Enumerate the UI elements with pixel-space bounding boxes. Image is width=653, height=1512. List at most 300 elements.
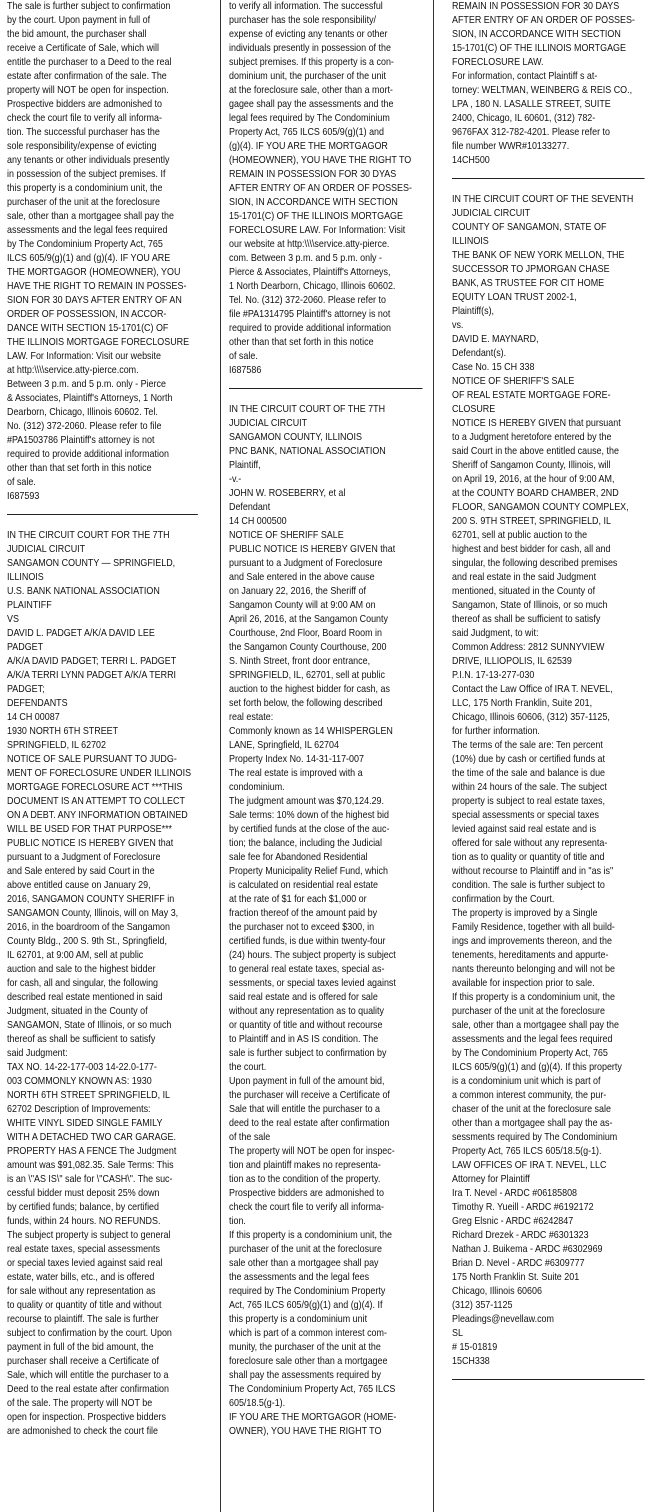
notice-text-line: auction to the highest bidder for cash, as xyxy=(229,684,390,695)
notice-text-line: ILCS 605/9(g)(1) and (g)(4). If this property xyxy=(452,1062,622,1073)
notice-text-line: thereof as shall be sufficient to satisfy xyxy=(7,1034,156,1045)
notice-text-line: SANGAMON, State of Illinois, or so much xyxy=(7,1020,172,1031)
notice-text-line: other than a mortgagee shall pay the as- xyxy=(452,1118,613,1129)
notice-text-line: tion. xyxy=(229,1216,246,1227)
notice-text-line: expense of evicting any tenants or other xyxy=(229,29,388,40)
notice-separator xyxy=(452,178,645,179)
notice-text-line: 9676FAX 312-782-4201. Please refer to xyxy=(452,127,610,138)
notice-text-line: Property Act, 765 ILCS 605/18.5(g-1). xyxy=(452,1146,602,1157)
notice-text-line: purchaser shall receive a Certificate of xyxy=(7,1356,159,1367)
notice-text-line: at the COUNTY BOARD CHAMBER, 2ND xyxy=(452,488,619,499)
notice-text-line: estate after confirmation of the sale. The xyxy=(7,71,167,82)
notice-text-line: tion as to quality or quantity of title and xyxy=(452,852,605,863)
notice-text-line: certified funds, is due within twenty-four xyxy=(229,936,386,947)
notice-text-line: IF YOU ARE THE MORTGAGOR (HOME- xyxy=(229,1412,397,1423)
notice-text-line: Act, 765 ILCS 605/9(g)(1) and (g)(4). If xyxy=(229,1300,383,1311)
notice-text-line: Sangamon County will at 9:00 AM on xyxy=(229,600,376,611)
notice-text-line: I687593 xyxy=(7,491,40,502)
notice-text-line: LAW OFFICES OF IRA T. NEVEL, LLC xyxy=(452,1160,607,1171)
notice-text-line: -v.- xyxy=(229,474,242,485)
notice-text-line: said Judgment, to wit: xyxy=(452,628,539,639)
column-3 xyxy=(452,0,645,1394)
notice-text-line: other than that set forth in this notice xyxy=(229,337,374,348)
notice-text-line: FORECLOSURE LAW. For Information: Visit xyxy=(229,225,406,236)
notice-text-line: legal fees required by The Condominium xyxy=(229,113,390,124)
notice-text-line: open for inspection. Prospective bidders xyxy=(7,1412,166,1423)
notice-text-line: PNC BANK, NATIONAL ASSOCIATION xyxy=(229,446,386,457)
notice-text-line: above entitled cause on January 29, xyxy=(7,880,151,891)
legal-notice-maynard xyxy=(452,193,645,1369)
notice-text-line: S. Ninth Street, front door entrance, xyxy=(229,656,371,667)
notice-text-line: The property will NOT be open for inspec- xyxy=(229,1146,395,1157)
notice-text-line: assessments and the legal fees required xyxy=(452,1034,613,1045)
notice-text-line: MENT OF FORECLOSURE UNDER ILLINOIS xyxy=(7,768,192,779)
notice-text-line: by The Condominium Property Act, 765 xyxy=(452,1048,608,1059)
notice-text-line: subject premises. If this property is a con- xyxy=(229,57,394,68)
notice-text-line: property is subject to real estate taxes, xyxy=(452,796,605,807)
column-divider xyxy=(433,0,434,1512)
notice-text-line: Pleadings@nevellaw.com xyxy=(452,1314,554,1325)
notice-text-line: Defendant xyxy=(229,502,271,513)
notice-text-line: 62701, sell at public auction to the xyxy=(452,530,588,541)
notice-text-line: REMAIN IN POSSESSION FOR 30 DAYS xyxy=(452,1,620,12)
notice-text-line: this property is a condominium unit xyxy=(229,1314,368,1325)
notice-text-line: highest and best bidder for cash, all and xyxy=(452,544,611,555)
notice-text-line: shall pay the assessments required by xyxy=(229,1370,381,1381)
notice-text-line: SION FOR 30 DAYS AFTER ENTRY OF AN xyxy=(7,295,182,306)
notice-text-line: No. (312) 372-2060. Please refer to file xyxy=(7,421,162,432)
notice-text-line: by The Condominium Property Act, 765 xyxy=(7,239,163,250)
notice-text-line: and real estate in the said Judgment xyxy=(452,572,597,583)
notice-text-line: check the court file to verify all informa- xyxy=(7,113,162,124)
notice-text-line: NOTICE OF SALE PURSUANT TO JUDG- xyxy=(7,754,177,765)
notice-text-line: estate, water bills, etc., and is offered xyxy=(7,1272,155,1283)
notice-text-line: SPRINGFIELD, IL 62702 xyxy=(7,740,107,751)
notice-text-line: 1 North Dearborn, Chicago, Illinois 60602. xyxy=(229,281,396,292)
notice-text-line: mentioned, situated in the County of xyxy=(452,586,596,597)
notice-text-line: Greg Elsnic - ARDC #6242847 xyxy=(452,1216,574,1227)
notice-text-line: Ira T. Nevel - ARDC #06185808 xyxy=(452,1188,578,1199)
notice-text-line: said Judgment: xyxy=(7,1048,68,1059)
notice-text-line: The real estate is improved with a xyxy=(229,768,363,779)
notice-text-line: 15-1701(C) OF THE ILLINOIS MORTGAGE xyxy=(452,43,626,54)
notice-text-line: is an \"AS IS\" sale for \"CASH\". The suc- xyxy=(7,1174,173,1185)
notice-text-line: tion and plaintiff makes no representa- xyxy=(229,1160,381,1171)
notice-text-line: this property is a condominium unit, the xyxy=(7,183,163,194)
notice-text-line: torney: WELTMAN, WEINBERG & REIS CO., xyxy=(452,85,633,96)
notice-text-line: any tenants or other individuals presently xyxy=(7,155,170,166)
notice-text-line: sale, other than a mortgagee shall pay the xyxy=(452,1020,619,1031)
notice-text-line: Sale that will entitle the purchaser to a xyxy=(229,1104,381,1115)
notice-text-line: the Sangamon County Courthouse, 200 xyxy=(229,642,387,653)
notice-text-line: PADGET; xyxy=(7,684,45,695)
notice-text-line: The terms of the sale are: Ten percent xyxy=(452,740,603,751)
notice-text-line: sale, other than a mortgagee shall pay the xyxy=(7,211,174,222)
notice-text-line: MORTGAGE FORECLOSURE ACT ***THIS xyxy=(7,782,183,793)
column-1 xyxy=(7,0,198,1439)
notice-text-line: at http:\\\\service.atty-pierce.com. xyxy=(7,365,139,376)
notice-text-line: condition. The sale is further subject to xyxy=(452,880,605,891)
notice-text-line: sale other than a mortgagee shall pay xyxy=(229,1258,379,1269)
notice-text-line: nants thereunto belonging and will not be xyxy=(452,964,615,975)
notice-text-line: CLOSURE xyxy=(452,404,496,415)
notice-text-line: 2016, SANGAMON COUNTY SHERIFF in xyxy=(7,894,175,905)
notice-text-line: REMAIN IN POSSESSION FOR 30 DYAS xyxy=(229,169,397,180)
notice-text-line: Plaintiff(s), xyxy=(452,306,495,317)
notice-text-line: individuals presently in possession of the xyxy=(229,43,391,54)
notice-text-line: OF REAL ESTATE MORTGAGE FORE- xyxy=(452,390,611,401)
notice-text-line: U.S. BANK NATIONAL ASSOCIATION xyxy=(7,586,160,597)
notice-text-line: Richard Drezek - ARDC #6301323 xyxy=(452,1230,589,1241)
notice-text-line: WHITE VINYL SIDED SINGLE FAMILY xyxy=(7,1118,163,1129)
notice-text-line: by the court. Upon payment in full of xyxy=(7,15,151,26)
notice-text-line: SION, IN ACCORDANCE WITH SECTION xyxy=(229,197,398,208)
notice-text-line: foreclosure sale other than a mortgagee xyxy=(229,1356,388,1367)
notice-text-line: DRIVE, ILLIOPOLIS, IL 62539 xyxy=(452,656,572,667)
notice-text-line: com. Between 3 p.m. and 5 p.m. only - xyxy=(229,253,382,264)
notice-text-line: A/K/A TERRI LYNN PADGET A/K/A TERRI xyxy=(7,670,177,681)
notice-text-line: County Bldg., 200 S. 9th St., Springfield, xyxy=(7,936,167,947)
notice-text-line: SANGAMON COUNTY, ILLINOIS xyxy=(229,432,362,443)
notice-text-line: vs. xyxy=(452,320,464,331)
notice-text-line: LLC, 175 North Franklin, Suite 201, xyxy=(452,698,593,709)
notice-text-line: 14 CH 000500 xyxy=(229,516,287,527)
notice-text-line: Common Address: 2812 SUNNYVIEW xyxy=(452,642,605,653)
notice-text-line: Commonly known as 14 WHISPERGLEN xyxy=(229,726,393,737)
notice-text-line: LANE, Springfield, IL 62704 xyxy=(229,740,339,751)
notice-text-line: for further information. xyxy=(452,726,540,737)
notice-text-line: Dearborn, Chicago, Illinois 60602. Tel. xyxy=(7,407,158,418)
notice-text-line: THE ILLINOIS MORTGAGE FORECLOSURE xyxy=(7,337,190,348)
notice-text-line: Deed to the real estate after confirmation xyxy=(7,1384,169,1395)
notice-text-line: IN THE CIRCUIT COURT OF THE SEVENTH xyxy=(452,194,634,205)
notice-text-line: or special taxes levied against said real xyxy=(7,1258,163,1269)
notice-text-line: #PA1503786 Plaintiff's attorney is not xyxy=(7,435,155,446)
notice-text-line: available for inspection prior to sale. xyxy=(452,978,595,989)
notice-text-line: & Associates, Plaintiff's Attorneys, 1 North xyxy=(7,393,173,404)
notice-text-line: NORTH 6TH STREET SPRINGFIELD, IL xyxy=(7,1090,171,1101)
notice-text-line: 2016, in the boardroom of the Sangamon xyxy=(7,922,170,933)
notice-text-line: tenements, hereditaments and appurte- xyxy=(452,950,609,961)
notice-text-line: SANGAMON COUNTY — SPRINGFIELD, xyxy=(7,558,176,569)
notice-text-line: chaser of the unit at the foreclosure sale xyxy=(452,1104,611,1115)
notice-text-line: PADGET xyxy=(7,642,44,653)
notice-text-line: offered for sale without any representa- xyxy=(452,838,608,849)
notice-text-line: VS xyxy=(7,614,19,625)
notice-separator xyxy=(7,514,198,515)
notice-text-line: Prospective bidders are admonished to xyxy=(229,1188,384,1199)
notice-text-line: OWNER), YOU HAVE THE RIGHT TO xyxy=(229,1426,382,1437)
notice-text-line: for sale without any representation as xyxy=(7,1286,156,1297)
notice-text-line: of the sale. The property will NOT be xyxy=(7,1398,153,1409)
notice-text-line: the purchaser not to exceed $300, in xyxy=(229,922,375,933)
notice-text-line: on January 22, 2016, the Sheriff of xyxy=(229,586,366,597)
notice-text-line: on April 19, 2016, at the hour of 9:00 AM, xyxy=(452,474,615,485)
notice-text-line: PLAINTIFF xyxy=(7,600,52,611)
notice-text-line: HAVE THE RIGHT TO REMAIN IN POSSES- xyxy=(7,281,187,292)
notice-text-line: the assessments and the legal fees xyxy=(229,1272,370,1283)
notice-text-line: DEFENDANTS xyxy=(7,698,68,709)
notice-separator xyxy=(229,388,423,389)
notice-text-line: ILLINOIS xyxy=(7,572,44,583)
notice-text-line: Plaintiff, xyxy=(229,460,261,471)
notice-text-line: tion; the balance, including the Judicial xyxy=(229,838,383,849)
notice-text-line: THE MORTGAGOR (HOMEOWNER), YOU xyxy=(7,267,181,278)
notice-text-line: the time of the sale and balance is due xyxy=(452,768,606,779)
notice-text-line: IN THE CIRCUIT COURT FOR THE 7TH xyxy=(7,530,170,541)
notice-text-line: required by The Condominium Property xyxy=(229,1286,386,1297)
notice-text-line: dominium unit, the purchaser of the unit xyxy=(229,71,386,82)
notice-text-line: April 26, 2016, at the Sangamon County xyxy=(229,614,388,625)
notice-text-line: our website at http:\\\\service.atty-pierce. xyxy=(229,239,390,250)
notice-text-line: DAVID L. PADGET A/K/A DAVID LEE xyxy=(7,628,155,639)
notice-text-line: If this property is a condominium unit, the xyxy=(452,992,615,1003)
notice-text-line: confirmation by the Court. xyxy=(452,894,555,905)
notice-text-line: tion. The successful purchaser has the xyxy=(7,127,160,138)
notice-text-line: A/K/A DAVID PADGET; TERRI L. PADGET xyxy=(7,656,177,667)
notice-text-line: set forth below, the following described xyxy=(229,698,383,709)
notice-text-line: of sale. xyxy=(229,351,258,362)
notice-text-line: Case No. 15 CH 338 xyxy=(452,362,535,373)
notice-text-line: # 15-01819 xyxy=(452,1342,498,1353)
notice-text-line: The Condominium Property Act, 765 ILCS xyxy=(229,1384,396,1395)
notice-text-line: FORECLOSURE LAW. xyxy=(452,57,544,68)
notice-text-line: PUBLIC NOTICE IS HEREBY GIVEN that xyxy=(7,838,174,849)
notice-text-line: the bid amount, the purchaser shall xyxy=(7,29,147,40)
notice-text-line: Sale terms: 10% down of the highest bid xyxy=(229,810,389,821)
notice-text-line: SUCCESSOR TO JPMORGAN CHASE xyxy=(452,264,610,275)
notice-text-line: Courthouse, 2nd Floor, Board Room in xyxy=(229,628,382,639)
notice-text-line: JUDICIAL CIRCUIT xyxy=(452,208,531,219)
notice-separator xyxy=(452,1379,645,1380)
notice-text-line: Between 3 p.m. and 5 p.m. only - Pierce xyxy=(7,379,166,390)
column-divider xyxy=(220,0,221,1512)
legal-notice-continued xyxy=(7,0,198,504)
notice-text-line: or quantity of title and without recourse xyxy=(229,1020,383,1031)
notice-text-line: Nathan J. Buikema - ARDC #6302969 xyxy=(452,1244,603,1255)
notice-text-line: singular, the following described premises xyxy=(452,558,618,569)
notice-text-line: 14CH500 xyxy=(452,155,490,166)
notice-text-line: at the rate of $1 for each $1,000 or xyxy=(229,894,367,905)
notice-text-line: Property Act, 765 ILCS 605/9(g)(1) and xyxy=(229,127,384,138)
column-2 xyxy=(229,0,423,1439)
notice-text-line: levied against said real estate and is xyxy=(452,824,597,835)
notice-text-line: Brian D. Nevel - ARDC #6309777 xyxy=(452,1258,585,1269)
notice-text-line: said real estate and is offered for sale xyxy=(229,992,378,1003)
notice-text-line: Chicago, Illinois 60606, (312) 357-1125, xyxy=(452,712,610,723)
notice-text-line: to a Judgment heretofore entered by the xyxy=(452,432,612,443)
notice-text-line: The judgment amount was $70,124.29. xyxy=(229,796,385,807)
notice-text-line: pursuant to a Judgment of Foreclosure xyxy=(7,852,161,863)
notice-text-line: NOTICE IS HEREBY GIVEN that pursuant xyxy=(452,418,621,429)
notice-text-line: BANK, AS TRUSTEE FOR CIT HOME xyxy=(452,278,605,289)
notice-text-line: real estate: xyxy=(229,712,274,723)
notice-text-line: 15CH338 xyxy=(452,1356,490,1367)
notice-text-line: real estate taxes, special assessments xyxy=(7,1244,160,1255)
notice-text-line: Timothy R. Yueill - ARDC #6192172 xyxy=(452,1202,594,1213)
notice-text-line: to verify all information. The successful xyxy=(229,1,383,12)
notice-text-line: ILLINOIS xyxy=(452,236,489,247)
notice-text-line: WILL BE USED FOR THAT PURPOSE*** xyxy=(7,824,173,835)
notice-text-line: Judgment, situated in the County of xyxy=(7,1006,148,1017)
notice-text-line: are admonished to check the court file xyxy=(7,1426,159,1437)
notice-text-line: sale fee for Abandoned Residential xyxy=(229,852,368,863)
notice-text-line: 15-1701(C) OF THE ILLINOIS MORTGAGE xyxy=(229,211,403,222)
notice-text-line: tion as to the condition of the property. xyxy=(229,1174,381,1185)
notice-text-line: without recourse to Plaintiff and in "as is" xyxy=(452,866,614,877)
notice-text-line: (10%) due by cash or certified funds at xyxy=(452,754,605,765)
notice-text-line: cessful bidder must deposit 25% down xyxy=(7,1188,160,1199)
notice-text-line: fraction thereof of the amount paid by xyxy=(229,908,378,919)
notice-text-line: 175 North Franklin St. Suite 201 xyxy=(452,1272,580,1283)
notice-text-line: gagee shall pay the assessments and the xyxy=(229,99,394,110)
notice-text-line: for cash, all and singular, the following xyxy=(7,978,159,989)
notice-text-line: purchaser of the unit at the foreclosure xyxy=(7,197,160,208)
notice-text-line: purchaser of the unit at the foreclosure xyxy=(452,1006,605,1017)
notice-text-line: The subject property is subject to general xyxy=(7,1230,171,1241)
notice-text-line: Property Index No. 14-31-117-007 xyxy=(229,754,364,765)
notice-text-line: file number WWR#10133277. xyxy=(452,141,570,152)
notice-text-line: auction and sale to the highest bidder xyxy=(7,964,156,975)
notice-text-line: IL 62701, at 9:00 AM, sell at public xyxy=(7,950,144,961)
notice-text-line: (24) hours. The subject property is subject xyxy=(229,950,396,961)
notice-text-line: 003 COMMONLY KNOWN AS: 1930 xyxy=(7,1076,152,1087)
notice-text-line: to Plaintiff and in AS IS condition. The xyxy=(229,1034,379,1045)
legal-notice-continued xyxy=(229,0,423,378)
notice-text-line: deed to the real estate after confirmation xyxy=(229,1118,390,1129)
notice-text-line: ings and improvements thereon, and the xyxy=(452,936,612,947)
notice-text-line: payment in full of the bid amount, the xyxy=(7,1342,154,1353)
notice-text-line: the purchaser will receive a Certificate of xyxy=(229,1090,390,1101)
notice-text-line: to general real estate taxes, special as- xyxy=(229,964,385,975)
notice-text-line: purchaser has the sole responsibility/ xyxy=(229,15,377,26)
notice-text-line: ORDER OF POSSESSION, IN ACCOR- xyxy=(7,309,167,320)
notice-text-line: PUBLIC NOTICE IS HEREBY GIVEN that xyxy=(229,544,396,555)
notice-text-line: required to provide additional information xyxy=(7,449,169,460)
notice-text-line: munity, the purchaser of the unit at the xyxy=(229,1342,381,1353)
notice-text-line: COUNTY OF SANGAMON, STATE OF xyxy=(452,222,607,233)
notice-text-line: The property is improved by a Single xyxy=(452,908,598,919)
notice-text-line: and Sale entered in the above cause xyxy=(229,572,375,583)
notice-text-line: sessments, or special taxes levied against xyxy=(229,978,396,989)
notice-text-line: by certified funds at the close of the auc- xyxy=(229,824,390,835)
notice-text-line: which is part of a common interest com- xyxy=(229,1328,387,1339)
notice-text-line: (g)(4). IF YOU ARE THE MORTGAGOR xyxy=(229,141,388,152)
notice-text-line: funds, within 24 hours. NO REFUNDS. xyxy=(7,1216,161,1227)
notice-text-line: (HOMEOWNER), YOU HAVE THE RIGHT TO xyxy=(229,155,412,166)
notice-text-line: of the sale xyxy=(229,1132,271,1143)
notice-text-line: sale is further subject to confirmation by xyxy=(229,1048,387,1059)
notice-text-line: IN THE CIRCUIT COURT OF THE 7TH xyxy=(229,404,386,415)
notice-text-line: JUDICIAL CIRCUIT xyxy=(229,418,308,429)
notice-text-line: required to provide additional information xyxy=(229,323,391,334)
notice-text-line: DOCUMENT IS AN ATTEMPT TO COLLECT xyxy=(7,796,185,807)
notice-text-line: 2400, Chicago, IL 60601, (312) 782- xyxy=(452,113,596,124)
notice-text-line: to quality or quantity of title and without xyxy=(7,1300,162,1311)
notice-text-line: said Court in the above entitled cause, the xyxy=(452,446,619,457)
notice-text-line: in possession of the subject premises. If xyxy=(7,169,166,180)
notice-text-line: entitle the purchaser to a Deed to the real xyxy=(7,57,172,68)
notice-text-line: NOTICE OF SHERIFF'S SALE xyxy=(452,376,575,387)
notice-text-line: sessments required by The Condominium xyxy=(452,1132,618,1143)
notice-text-line: SL xyxy=(452,1328,463,1339)
notice-text-line: Sale, which will entitle the purchaser to a xyxy=(7,1370,169,1381)
notice-text-line: TAX NO. 14-22-177-003 14-22.0-177- xyxy=(7,1062,157,1073)
notice-text-line: WITH A DETACHED TWO CAR GARAGE. xyxy=(7,1132,176,1143)
notice-text-line: LAW. For Information: Visit our website xyxy=(7,351,161,362)
notice-text-line: ON A DEBT. ANY INFORMATION OBTAINED xyxy=(7,810,188,821)
legal-notice-continued xyxy=(452,0,645,168)
notice-text-line: thereof as shall be sufficient to satisfy xyxy=(452,614,601,625)
notice-text-line: DAVID E. MAYNARD, xyxy=(452,334,539,345)
notice-text-line: within 24 hours of the sale. The subject xyxy=(452,782,607,793)
notice-text-line: at the foreclosure sale, other than a mort- xyxy=(229,85,393,96)
notice-text-line: condominium. xyxy=(229,782,285,793)
notice-text-line: recourse to plaintiff. The sale is further xyxy=(7,1314,159,1325)
notice-text-line: P.I.N. 17-13-277-030 xyxy=(452,670,535,681)
notice-text-line: The sale is further subject to confirmation xyxy=(7,1,171,12)
notice-text-line: is calculated on residential real estate xyxy=(229,880,379,891)
legal-notice-padget xyxy=(7,529,198,1439)
notice-text-line: LPA , 180 N. LASALLE STREET, SUITE xyxy=(452,99,611,110)
legal-notice-roseberry xyxy=(229,403,423,1439)
notice-text-line: amount was $91,082.35. Sale Terms: This xyxy=(7,1160,174,1171)
notice-text-line: other than that set forth in this notice xyxy=(7,463,152,474)
notice-text-line: FLOOR, SANGAMON COUNTY COMPLEX, xyxy=(452,502,629,513)
notice-text-line: ILCS 605/9(g)(1) and (g)(4). IF YOU ARE xyxy=(7,253,171,264)
notice-text-line: For information, contact Plaintiff s at- xyxy=(452,71,598,82)
notice-text-line: and Sale entered by said Court in the xyxy=(7,866,155,877)
notice-text-line: Attorney for Plaintiff xyxy=(452,1174,530,1185)
notice-text-line: 200 S. 9TH STREET, SPRINGFIELD, IL xyxy=(452,516,611,527)
notice-text-line: pursuant to a Judgment of Foreclosure xyxy=(229,558,383,569)
notice-text-line: 605/18.5(g-1). xyxy=(229,1398,286,1409)
notice-text-line: Pierce & Associates, Plaintiff's Attorneys, xyxy=(229,267,391,278)
notice-text-line: Defendant(s). xyxy=(452,348,507,359)
notice-text-line: a common interest community, the pur- xyxy=(452,1090,607,1101)
notice-text-line: purchaser of the unit at the foreclosure xyxy=(229,1244,382,1255)
notice-text-line: EQUITY LOAN TRUST 2002-1, xyxy=(452,292,577,303)
notice-text-line: without any representation as to quality xyxy=(229,1006,384,1017)
notice-text-line: check the court file to verify all informa- xyxy=(229,1202,384,1213)
notice-text-line: the court. xyxy=(229,1062,267,1073)
notice-text-line: special assessments or special taxes xyxy=(452,810,600,821)
notice-text-line: described real estate mentioned in said xyxy=(7,992,163,1003)
notice-text-line: DANCE WITH SECTION 15-1701(C) OF xyxy=(7,323,169,334)
notice-text-line: SPRINGFIELD, IL, 62701, sell at public xyxy=(229,670,385,681)
notice-text-line: Upon payment in full of the amount bid, xyxy=(229,1076,385,1087)
notice-text-line: assessments and the legal fees required xyxy=(7,225,168,236)
notice-text-line: 62702 Description of Improvements: xyxy=(7,1104,151,1115)
notice-text-line: subject to confirmation by the court. Upon xyxy=(7,1328,172,1339)
notice-text-line: NOTICE OF SHERIFF SALE xyxy=(229,530,344,541)
notice-text-line: Prospective bidders are admonished to xyxy=(7,99,162,110)
notice-text-line: Sangamon, State of Illinois, or so much xyxy=(452,600,608,611)
notice-text-line: (312) 357-1125 xyxy=(452,1300,513,1311)
notice-text-line: 1930 NORTH 6TH STREET xyxy=(7,726,119,737)
notice-text-line: SANGAMON County, Illinois, will on May 3, xyxy=(7,908,179,919)
notice-text-line: AFTER ENTRY OF AN ORDER OF POSSES- xyxy=(452,15,635,26)
notice-text-line: file #PA1314795 Plaintiff's attorney is not xyxy=(229,309,391,320)
notice-text-line: Tel. No. (312) 372-2060. Please refer to xyxy=(229,295,386,306)
notice-text-line: SION, IN ACCORDANCE WITH SECTION xyxy=(452,29,621,40)
notice-text-line: of sale. xyxy=(7,477,36,488)
notice-text-line: property will NOT be open for inspection. xyxy=(7,85,169,96)
notice-text-line: receive a Certificate of Sale, which will xyxy=(7,43,159,54)
notice-text-line: Chicago, Illinois 60606 xyxy=(452,1286,542,1297)
notice-text-line: I687586 xyxy=(229,365,262,376)
notice-text-line: THE BANK OF NEW YORK MELLON, THE xyxy=(452,250,625,261)
